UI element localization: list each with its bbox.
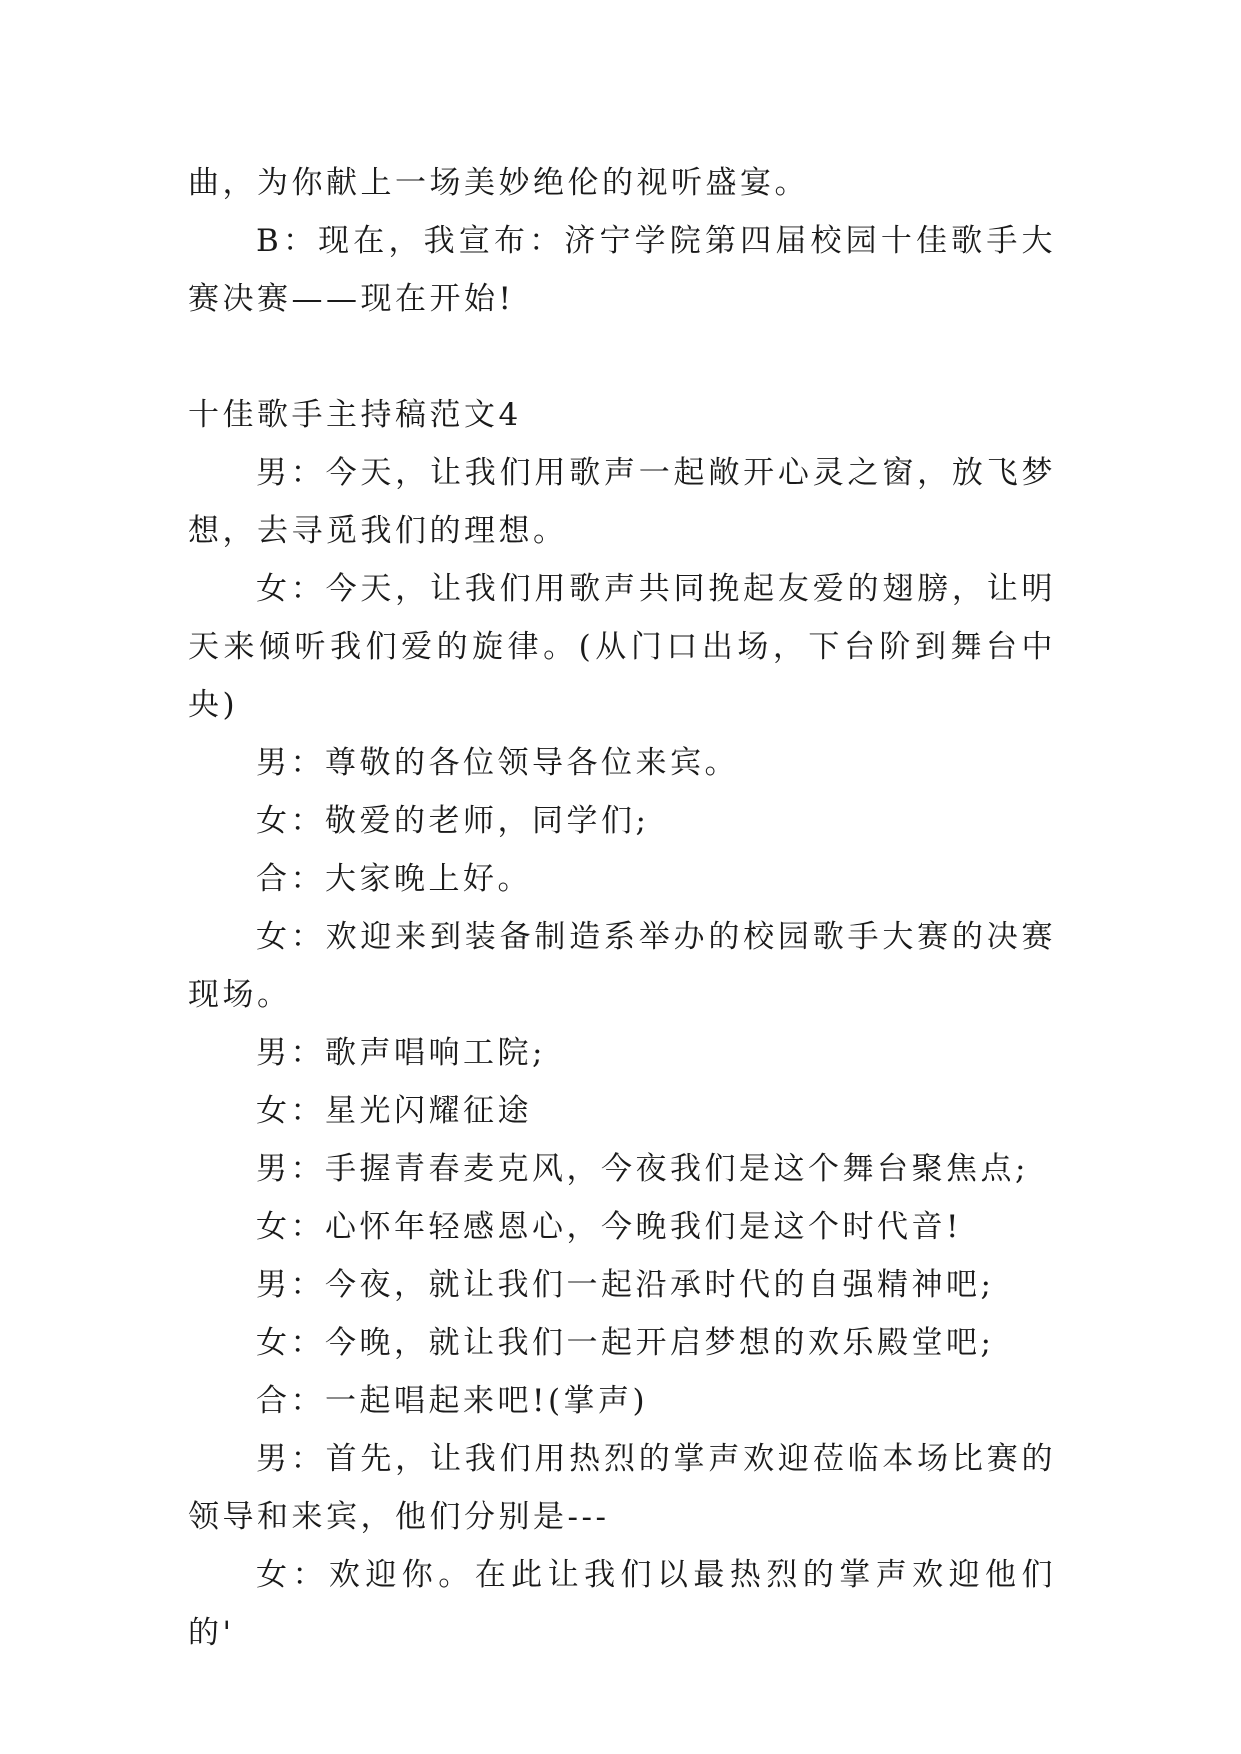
paragraph: 女：今天，让我们用歌声共同挽起友爱的翅膀，让明天来倾听我们爱的旋律。(从门口出场，下台阶到舞台中央) xyxy=(188,571,1056,723)
paragraph: B：现在，我宣布：济宁学院第四届校园十佳歌手大赛决赛——现在开始! xyxy=(188,223,1056,317)
paragraph: 女：星光闪耀征途 xyxy=(256,1093,532,1129)
paragraph: 男：歌声唱响工院; xyxy=(256,1035,546,1071)
paragraph: 合：大家晚上好。 xyxy=(256,861,532,897)
paragraph: 男：首先，让我们用热烈的掌声欢迎莅临本场比赛的领导和来宾，他们分别是--- xyxy=(188,1441,1056,1535)
paragraph: 合：一起唱起来吧!(掌声) xyxy=(256,1383,649,1419)
paragraph: 曲，为你献上一场美妙绝伦的视听盛宴。 xyxy=(188,165,809,201)
paragraph: 女：欢迎你。在此让我们以最热烈的掌声欢迎他们的' xyxy=(188,1557,1056,1651)
paragraph: 女：敬爱的老师，同学们; xyxy=(256,803,650,839)
paragraph: 女：今晚，就让我们一起开启梦想的欢乐殿堂吧; xyxy=(256,1325,995,1361)
paragraph: 男：今夜，就让我们一起沿承时代的自强精神吧; xyxy=(256,1267,995,1303)
paragraph: 男：今天，让我们用歌声一起敞开心灵之窗，放飞梦想，去寻觅我们的理想。 xyxy=(188,455,1056,549)
paragraph: 男：尊敬的各位领导各位来宾。 xyxy=(256,745,739,781)
paragraph: 女：心怀年轻感恩心，今晚我们是这个时代音! xyxy=(256,1209,962,1245)
document-body xyxy=(188,154,1056,1662)
section-heading: 十佳歌手主持稿范文4 xyxy=(188,397,522,433)
paragraph: 男：手握青春麦克风，今夜我们是这个舞台聚焦点; xyxy=(256,1151,1029,1187)
paragraph: 女：欢迎来到装备制造系举办的校园歌手大赛的决赛现场。 xyxy=(188,919,1056,1013)
